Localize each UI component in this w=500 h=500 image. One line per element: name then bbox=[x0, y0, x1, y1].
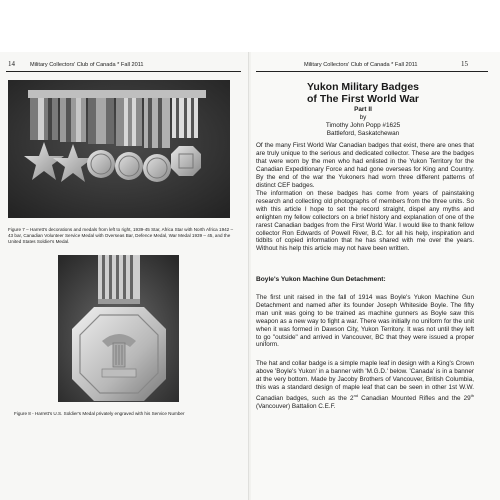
left-running-header: Military Collectors' Club of Canada * Fall 2011 bbox=[30, 62, 144, 68]
ordinal-suffix-2: th bbox=[470, 392, 475, 398]
article-part: Part II bbox=[354, 106, 372, 113]
soldiers-medal-photo bbox=[58, 255, 179, 402]
paragraph-acknowledgement: The information on these badges has come from years of painstaking research and collecting old photographs of members from the three units. So with this article I hope to set the record straight, dispel any myths and enlighten my fellow collectors on a brief history and explanation of one of the rarest Canadian badges from the First World War. I would like to thank fellow collector Ron Edwards of Powell River, B.C. for all his help, inspiration and tidbits of copied information that he has shared with me over the years. Without his help this article may not have been written. bbox=[256, 190, 474, 253]
badge-design-text-3: (Vancouver) Battalion C.E.F. bbox=[256, 402, 336, 410]
badge-design-text-1: The hat and collar badge is a simple maple leaf in design with a King's Crown above 'Boyle's Yukon' in a banner with 'M.G.D.' below. 'Canada' is in a banner at the very bottom. Made by Jacoby Brothers of Vancouver, British Columbia, this was a standard design of maple leaf that can be seen in other 1st W.W. Canadian badges, such as the 2 bbox=[256, 360, 474, 402]
right-running-header: Military Collectors' Club of Canada * Fall 2011 bbox=[304, 62, 418, 68]
medals-illustration bbox=[8, 80, 230, 218]
article-title-line2: of The First World War bbox=[307, 93, 419, 105]
paragraph-badge-design bbox=[256, 360, 474, 411]
right-page-number: 15 bbox=[461, 60, 468, 68]
badge-design-text-2: Canadian Mounted Rifles and the 29 bbox=[358, 394, 471, 402]
soldiers-medal-illustration bbox=[58, 255, 179, 402]
figure7-caption: Figure 7 – Harrett's decorations and medals from left to right, 1939-45 Star, Africa Star with North Africa 1942 – 43 bar, Canadian Volunteer Service Medal with Overseas Bar, Defence Medal, War Medal 1939 – 45, and the United States Soldier's Medal. bbox=[8, 227, 234, 245]
medals-photo bbox=[8, 80, 230, 218]
author-location: Battleford, Saskatchewan bbox=[326, 130, 400, 137]
paragraph-unit-history: The first unit raised in the fall of 1914 was Boyle's Yukon Machine Gun Detachment and named after its founder Joseph Whiteside Boyle. The fifty man unit was going to be trained as machine gunners as Boyle saw this weapon as a new way to fight a war. There was initially no uniform for the unit when it was formed in Dawson City, Yukon Territory. It was not until they left to go "outside" and arrived in Vancouver, BC that they were issued a proper uniform. bbox=[256, 294, 474, 349]
ordinal-suffix-1: nd bbox=[353, 392, 359, 398]
left-page-number: 14 bbox=[8, 60, 15, 68]
article-title-line1: Yukon Military Badges bbox=[306, 81, 420, 93]
right-header-rule bbox=[256, 71, 488, 72]
section-heading: Boyle's Yukon Machine Gun Detachment: bbox=[256, 276, 386, 283]
author-name: Timothy John Popp #1625 bbox=[325, 122, 401, 129]
paragraph-intro: Of the many First World War Canadian badges that exist, there are ones that are truly unique to the serious and dedicated collector. These are the badges that were worn by the men who had enlisted in the Yukon Territory for the Canadian Expeditionary Force and had gone overseas for King and Country. By the end of the war the Yukoners had worn three different patterns of distinct CEF badges. bbox=[256, 142, 474, 189]
left-header-rule bbox=[6, 71, 241, 72]
byline-by: by bbox=[359, 114, 367, 121]
figure8-caption: Figure 8 - Harrett's U.S. Soldier's Medal privately engraved with his Service Number bbox=[14, 411, 185, 416]
scan-background bbox=[0, 0, 500, 52]
